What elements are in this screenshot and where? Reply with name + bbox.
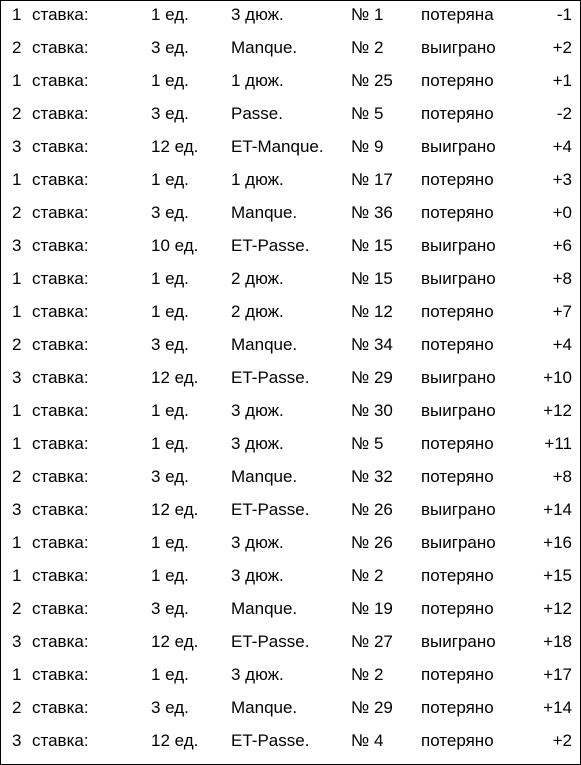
spin-number: № 26 bbox=[351, 533, 393, 552]
bet-label: ставка: bbox=[32, 533, 89, 552]
bet-step-number: 3 bbox=[12, 731, 22, 750]
spin-number: № 29 bbox=[351, 368, 393, 387]
bet-target: ET-Manque. bbox=[231, 137, 324, 156]
running-balance: +4 bbox=[552, 335, 572, 354]
bet-target: 3 дюж. bbox=[231, 665, 284, 684]
running-balance: -2 bbox=[556, 104, 572, 123]
bet-step-number: 1 bbox=[12, 566, 22, 585]
running-balance: +16 bbox=[543, 533, 572, 552]
bet-result: выиграно bbox=[421, 500, 496, 519]
bet-step-number: 1 bbox=[12, 71, 22, 90]
running-balance: +7 bbox=[552, 302, 572, 321]
bet-step-number: 3 bbox=[12, 500, 22, 519]
bet-result: потеряно bbox=[421, 203, 494, 222]
running-balance: +15 bbox=[543, 566, 572, 585]
bet-target: ET-Passe. bbox=[231, 500, 310, 519]
running-balance: +2 bbox=[552, 38, 572, 57]
bet-log-row bbox=[1, 727, 580, 760]
bet-result: потеряно bbox=[421, 665, 494, 684]
bet-label: ставка: bbox=[32, 467, 89, 486]
running-balance: +11 bbox=[544, 434, 572, 453]
bet-units: 1 ед. bbox=[151, 170, 189, 189]
bet-result: потеряно bbox=[421, 71, 494, 90]
bet-step-number: 3 bbox=[12, 137, 22, 156]
bet-target: ET-Passe. bbox=[231, 368, 310, 387]
bet-target: ET-Passe. bbox=[231, 632, 310, 651]
running-balance: +1 bbox=[552, 71, 572, 90]
spin-number: № 17 bbox=[351, 170, 393, 189]
spin-number: № 34 bbox=[351, 335, 393, 354]
bet-target: 1 дюж. bbox=[231, 71, 284, 90]
bet-units: 1 ед. bbox=[151, 302, 189, 321]
running-balance: +10 bbox=[543, 368, 572, 387]
bet-units: 12 ед. bbox=[151, 137, 199, 156]
spin-number: № 25 bbox=[351, 71, 393, 90]
bet-step-number: 1 bbox=[12, 5, 22, 24]
bet-label: ставка: bbox=[32, 269, 89, 288]
bet-log-row bbox=[1, 529, 580, 562]
bet-log-row bbox=[1, 430, 580, 463]
spin-number: № 26 bbox=[351, 500, 393, 519]
bet-result: выиграно bbox=[421, 401, 496, 420]
bet-target: Manque. bbox=[231, 38, 298, 57]
bet-log-row bbox=[1, 232, 580, 265]
bet-step-number: 1 bbox=[12, 533, 22, 552]
bet-target: 2 дюж. bbox=[231, 302, 284, 321]
running-balance: +14 bbox=[543, 500, 572, 519]
bet-log-rows bbox=[1, 1, 580, 764]
bet-step-number: 2 bbox=[12, 335, 22, 354]
bet-units: 1 ед. bbox=[151, 71, 189, 90]
bet-step-number: 3 bbox=[12, 368, 22, 387]
bet-units: 12 ед. bbox=[151, 731, 199, 750]
bet-log-row bbox=[1, 397, 580, 430]
bet-label: ставка: bbox=[32, 566, 89, 585]
bet-step-number: 3 bbox=[12, 632, 22, 651]
bet-step-number: 2 bbox=[12, 203, 22, 222]
bet-log-row bbox=[1, 265, 580, 298]
bet-label: ставка: bbox=[32, 302, 89, 321]
bet-result: потеряно bbox=[421, 467, 494, 486]
bet-result: выиграно bbox=[421, 368, 496, 387]
bet-units: 1 ед. bbox=[151, 401, 189, 420]
bet-result: потеряна bbox=[421, 5, 494, 24]
bet-log-row bbox=[1, 661, 580, 694]
running-balance: +8 bbox=[552, 269, 572, 288]
bet-target: Passe. bbox=[231, 104, 283, 123]
running-balance: +12 bbox=[543, 401, 572, 420]
bet-step-number: 2 bbox=[12, 467, 22, 486]
bet-result: потеряно bbox=[421, 698, 494, 717]
bet-units: 3 ед. bbox=[151, 335, 189, 354]
bet-step-number: 1 bbox=[12, 401, 22, 420]
bet-log-row bbox=[1, 34, 580, 67]
bet-units: 12 ед. bbox=[151, 500, 199, 519]
bet-label: ставка: bbox=[32, 434, 89, 453]
bet-label: ставка: bbox=[32, 71, 89, 90]
bet-label: ставка: bbox=[32, 170, 89, 189]
bet-result: выиграно bbox=[421, 533, 496, 552]
bet-log-row bbox=[1, 67, 580, 100]
bet-label: ставка: bbox=[32, 368, 89, 387]
bet-label: ставка: bbox=[32, 5, 89, 24]
spin-number: № 36 bbox=[351, 203, 393, 222]
bet-step-number: 1 bbox=[12, 269, 22, 288]
bet-result: потеряно bbox=[421, 731, 494, 750]
bet-target: 2 дюж. bbox=[231, 269, 284, 288]
bet-target: Manque. bbox=[231, 698, 298, 717]
bet-step-number: 2 bbox=[12, 104, 22, 123]
spin-number: № 5 bbox=[351, 104, 384, 123]
bet-label: ставка: bbox=[32, 731, 89, 750]
bet-target: Manque. bbox=[231, 467, 298, 486]
bet-units: 3 ед. bbox=[151, 467, 189, 486]
bet-units: 12 ед. bbox=[151, 632, 199, 651]
bet-result: выиграно bbox=[421, 38, 496, 57]
bet-step-number: 2 bbox=[12, 599, 22, 618]
spin-number: № 4 bbox=[351, 731, 384, 750]
bet-step-number: 1 bbox=[12, 434, 22, 453]
bet-step-number: 1 bbox=[12, 302, 22, 321]
bet-result: потеряно bbox=[421, 434, 494, 453]
bet-log-row bbox=[1, 463, 580, 496]
bet-units: 3 ед. bbox=[151, 203, 189, 222]
bet-units: 1 ед. bbox=[151, 533, 189, 552]
bet-target: 1 дюж. bbox=[231, 170, 284, 189]
bet-result: выиграно bbox=[421, 632, 496, 651]
bet-log-row bbox=[1, 166, 580, 199]
spin-number: № 15 bbox=[351, 269, 393, 288]
spin-number: № 27 bbox=[351, 632, 393, 651]
bet-log-row bbox=[1, 100, 580, 133]
bet-target: ET-Passe. bbox=[231, 731, 310, 750]
bet-target: 3 дюж. bbox=[231, 533, 284, 552]
bet-target: Manque. bbox=[231, 599, 298, 618]
bet-units: 1 ед. bbox=[151, 665, 189, 684]
bet-step-number: 1 bbox=[12, 665, 22, 684]
bet-target: 3 дюж. bbox=[231, 5, 284, 24]
running-balance: +4 bbox=[552, 137, 572, 156]
bet-units: 3 ед. bbox=[151, 698, 189, 717]
bet-target: 3 дюж. bbox=[231, 566, 284, 585]
bet-step-number: 2 bbox=[12, 38, 22, 57]
bet-log-row bbox=[1, 133, 580, 166]
running-balance: +12 bbox=[543, 599, 572, 618]
spin-number: № 2 bbox=[351, 665, 384, 684]
bet-step-number: 3 bbox=[12, 236, 22, 255]
spin-number: № 29 bbox=[351, 698, 393, 717]
bet-label: ставка: bbox=[32, 104, 89, 123]
bet-log-row bbox=[1, 496, 580, 529]
spin-number: № 19 bbox=[351, 599, 393, 618]
bet-units: 10 ед. bbox=[151, 236, 199, 255]
bet-units: 1 ед. bbox=[151, 5, 189, 24]
spin-number: № 30 bbox=[351, 401, 393, 420]
running-balance: -1 bbox=[556, 5, 572, 24]
running-balance: +17 bbox=[543, 665, 572, 684]
bet-result: выиграно bbox=[421, 236, 496, 255]
bet-result: потеряно bbox=[421, 566, 494, 585]
bet-step-number: 2 bbox=[12, 698, 22, 717]
bet-label: ставка: bbox=[32, 401, 89, 420]
bet-log-row bbox=[1, 1, 580, 34]
running-balance: +18 bbox=[543, 632, 572, 651]
spin-number: № 1 bbox=[351, 5, 384, 24]
spin-number: № 2 bbox=[351, 566, 384, 585]
bet-label: ставка: bbox=[32, 335, 89, 354]
spin-number: № 5 bbox=[351, 434, 384, 453]
bet-label: ставка: bbox=[32, 665, 89, 684]
bet-label: ставка: bbox=[32, 500, 89, 519]
bet-units: 3 ед. bbox=[151, 599, 189, 618]
running-balance: +6 bbox=[552, 236, 572, 255]
bet-result: потеряно bbox=[421, 170, 494, 189]
bet-label: ставка: bbox=[32, 632, 89, 651]
bet-step-number: 1 bbox=[12, 170, 22, 189]
bet-units: 1 ед. bbox=[151, 269, 189, 288]
bet-units: 12 ед. bbox=[151, 368, 199, 387]
bet-label: ставка: bbox=[32, 137, 89, 156]
spin-number: № 2 bbox=[351, 38, 384, 57]
bet-log-row bbox=[1, 562, 580, 595]
running-balance: +8 bbox=[552, 467, 572, 486]
bet-label: ставка: bbox=[32, 599, 89, 618]
bet-units: 3 ед. bbox=[151, 104, 189, 123]
bet-label: ставка: bbox=[32, 698, 89, 717]
bet-log-row bbox=[1, 595, 580, 628]
spin-number: № 12 bbox=[351, 302, 393, 321]
bet-result: выиграно bbox=[421, 269, 496, 288]
bet-result: потеряно bbox=[421, 104, 494, 123]
bet-units: 3 ед. bbox=[151, 38, 189, 57]
bet-target: 3 дюж. bbox=[231, 401, 284, 420]
spin-number: № 9 bbox=[351, 137, 384, 156]
bet-log-row bbox=[1, 364, 580, 397]
bet-result: потеряно bbox=[421, 335, 494, 354]
running-balance: +3 bbox=[552, 170, 572, 189]
bet-log-row bbox=[1, 199, 580, 232]
bet-log-row bbox=[1, 331, 580, 364]
running-balance: +14 bbox=[543, 698, 572, 717]
bet-log-row bbox=[1, 628, 580, 661]
bet-result: выиграно bbox=[421, 137, 496, 156]
bet-target: Manque. bbox=[231, 335, 298, 354]
spin-number: № 15 bbox=[351, 236, 393, 255]
bet-target: ET-Passe. bbox=[231, 236, 310, 255]
bet-target: 3 дюж. bbox=[231, 434, 284, 453]
bet-label: ставка: bbox=[32, 203, 89, 222]
bet-label: ставка: bbox=[32, 38, 89, 57]
spin-number: № 32 bbox=[351, 467, 393, 486]
bet-result: потеряно bbox=[421, 302, 494, 321]
bet-result: потеряно bbox=[421, 599, 494, 618]
bet-units: 1 ед. bbox=[151, 434, 189, 453]
running-balance: +2 bbox=[552, 731, 572, 750]
bet-label: ставка: bbox=[32, 236, 89, 255]
bet-units: 1 ед. bbox=[151, 566, 189, 585]
running-balance: +0 bbox=[552, 203, 572, 222]
bet-log-row bbox=[1, 694, 580, 727]
bet-target: Manque. bbox=[231, 203, 298, 222]
bet-log-row bbox=[1, 298, 580, 331]
